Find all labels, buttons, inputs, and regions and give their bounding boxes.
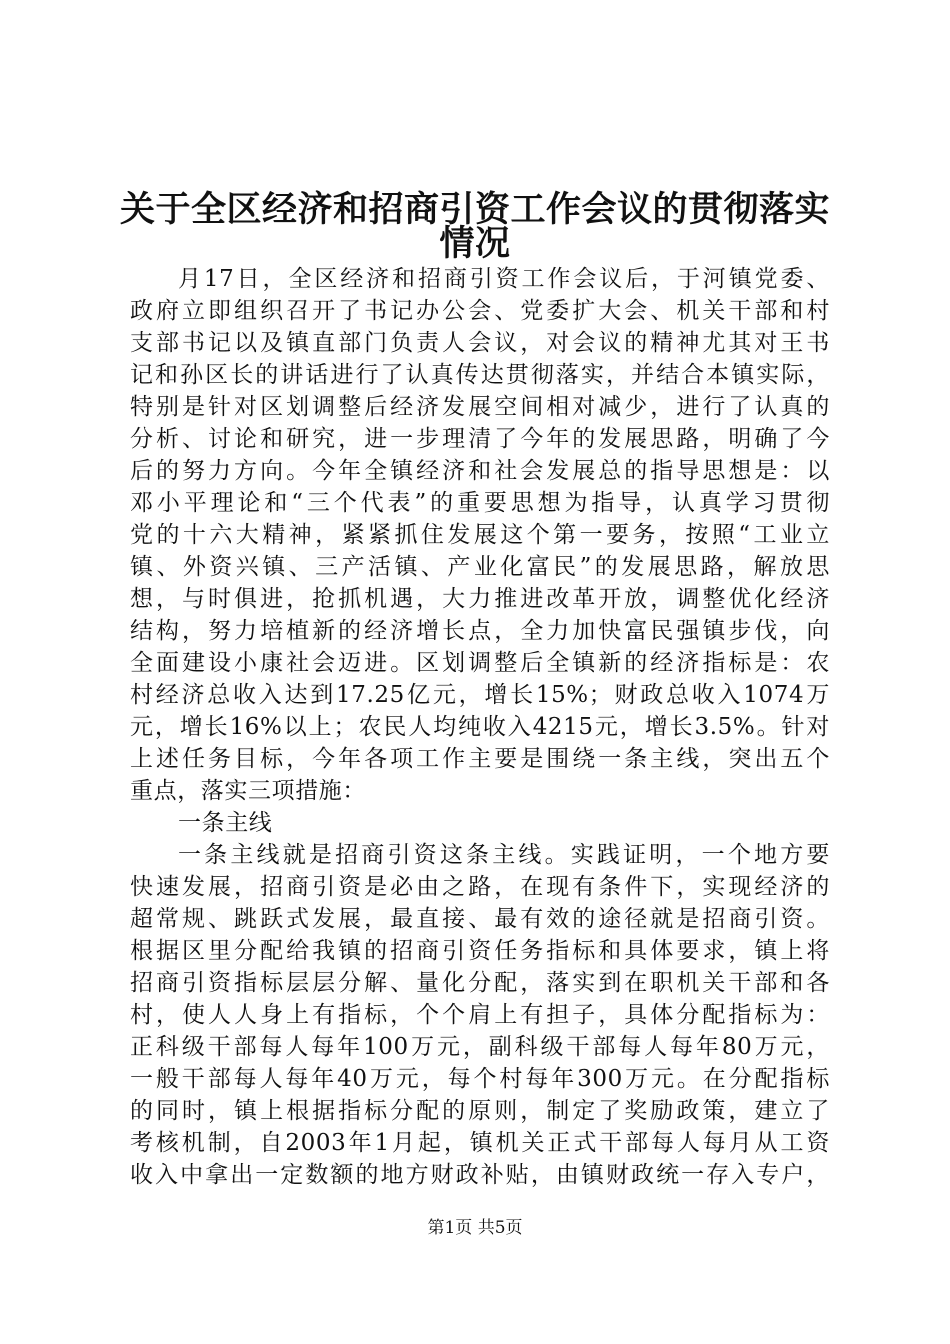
- body-line: 快速发展，招商引资是必由之路，在现有条件下，实现经济的: [130, 874, 830, 900]
- body-line: 记和孙区长的讲话进行了认真传达贯彻落实，并结合本镇实际，: [130, 362, 830, 388]
- body-line: 的同时，镇上根据指标分配的原则，制定了奖励政策，建立了: [130, 1098, 830, 1124]
- body-line: 分析、讨论和研究，进一步理清了今年的发展思路，明确了今: [130, 426, 830, 452]
- body-line: 正科级干部每人每年100万元，副科级干部每人每年80万元，: [130, 1034, 830, 1060]
- body-line: 想，与时俱进，抢抓机遇，大力推进改革开放，调整优化经济: [130, 586, 830, 612]
- body-line: 收入中拿出一定数额的地方财政补贴，由镇财政统一存入专户，: [130, 1162, 830, 1188]
- section-heading: 一条主线: [178, 810, 273, 836]
- body-line: 元，增长16%以上；农民人均纯收入4215元，增长3.5%。针对: [130, 714, 830, 740]
- body-line: 支部书记以及镇直部门负责人会议，对会议的精神尤其对王书: [130, 330, 830, 356]
- body-line: 超常规、跳跃式发展，最直接、最有效的途径就是招商引资。: [130, 906, 830, 932]
- body-line: 一条主线就是招商引资这条主线。实践证明，一个地方要: [178, 842, 830, 868]
- body-line: 政府立即组织召开了书记办公会、党委扩大会、机关干部和村: [130, 298, 830, 324]
- body-line: 招商引资指标层层分解、量化分配，落实到在职机关干部和各: [130, 970, 830, 996]
- body-line: 村经济总收入达到17.25亿元，增长15%；财政总收入1074万: [130, 682, 830, 708]
- document-title-line-2: 情况: [439, 224, 511, 264]
- body-line: 后的努力方向。今年全镇经济和社会发展总的指导思想是：以: [130, 458, 830, 484]
- body-line: 重点，落实三项措施：: [130, 778, 366, 804]
- document-body: [130, 263, 830, 1191]
- body-line: 镇、外资兴镇、三产活镇、产业化富民”的发展思路，解放思: [130, 554, 830, 580]
- body-line: 村，使人人身上有指标，个个肩上有担子，具体分配指标为：: [130, 1002, 830, 1028]
- body-line: 上述任务目标，今年各项工作主要是围绕一条主线，突出五个: [130, 746, 830, 772]
- body-line: 根据区里分配给我镇的招商引资任务指标和具体要求，镇上将: [130, 938, 830, 964]
- body-line: 特别是针对区划调整后经济发展空间相对减少，进行了认真的: [130, 394, 830, 420]
- body-line: 全面建设小康社会迈进。区划调整后全镇新的经济指标是：农: [130, 650, 830, 676]
- document-title-line-1: 关于全区经济和招商引资工作会议的贯彻落实: [119, 190, 830, 230]
- body-line: 考核机制，自2003年1月起，镇机关正式干部每人每月从工资: [130, 1130, 830, 1156]
- body-line: 一般干部每人每年40万元，每个村每年300万元。在分配指标: [130, 1066, 830, 1092]
- body-line: 结构，努力培植新的经济增长点，全力加快富民强镇步伐，向: [130, 618, 830, 644]
- body-line: 月17日，全区经济和招商引资工作会议后，于河镇党委、: [178, 266, 830, 292]
- body-line: 邓小平理论和“三个代表”的重要思想为指导，认真学习贯彻: [130, 490, 830, 516]
- body-line: 党的十六大精神，紧紧抓住发展这个第一要务，按照“工业立: [130, 522, 830, 548]
- page-footer: 第1页 共5页: [427, 1218, 523, 1238]
